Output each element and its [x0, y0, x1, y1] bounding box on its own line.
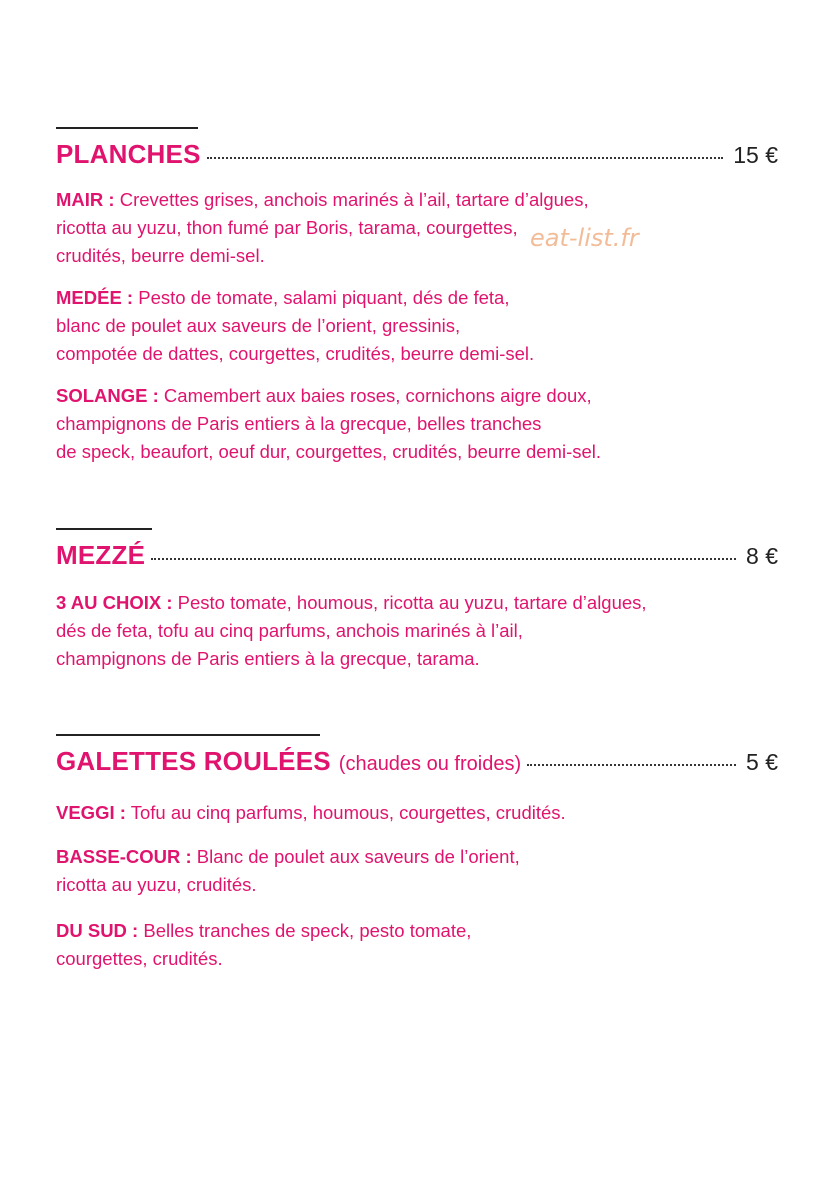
menu-item-veggi [56, 799, 778, 827]
item-name: VEGGI : [56, 802, 126, 823]
watermark-text: eat-list.fr [530, 224, 639, 252]
item-name: BASSE-COUR : [56, 846, 192, 867]
item-line [56, 382, 778, 410]
item-name: 3 AU CHOIX : [56, 592, 173, 613]
dotted-leader [151, 558, 736, 560]
item-line: de speck, beaufort, oeuf dur, courgettes, crudités, beurre demi-sel. [56, 441, 602, 462]
menu-item-mair [56, 186, 778, 270]
item-text: Pesto tomate, houmous, ricotta au yuzu, tartare d’algues, [172, 592, 647, 613]
item-line: crudités, beurre demi-sel. [56, 245, 265, 266]
section-rule [56, 127, 198, 129]
item-text: Pesto de tomate, salami piquant, dés de feta, [133, 287, 510, 308]
item-text: Tofu au cinq parfums, houmous, courgettes, crudités. [125, 802, 566, 823]
item-line [56, 843, 778, 871]
item-line: champignons de Paris entiers à la grecque, belles tranches [56, 413, 542, 434]
section-rule [56, 528, 152, 530]
section-title: MEZZÉ [56, 540, 146, 570]
item-line [56, 589, 778, 617]
section-galettes-roulees [56, 734, 778, 973]
item-line [56, 917, 778, 945]
item-line [56, 284, 778, 312]
item-line: compotée de dattes, courgettes, crudités, beurre demi-sel. [56, 343, 535, 364]
item-line: ricotta au yuzu, crudités. [56, 874, 257, 895]
item-line: blanc de poulet aux saveurs de l’orient, gressinis, [56, 315, 461, 336]
item-line: dés de feta, tofu au cinq parfums, anchois marinés à l’ail, [56, 620, 523, 641]
section-price: 8 € [746, 543, 778, 569]
section-rule [56, 734, 320, 736]
item-name: MAIR : [56, 189, 115, 210]
dotted-leader [527, 764, 736, 766]
section-price: 5 € [746, 749, 778, 775]
section-planches [56, 127, 778, 466]
section-subtitle: (chaudes ou froides) [338, 753, 522, 775]
menu-item-basse-cour [56, 843, 778, 899]
section-header [56, 746, 778, 777]
section-mezze [56, 528, 778, 673]
item-text: Crevettes grises, anchois marinés à l’ail, tartare d’algues, [114, 189, 589, 210]
item-text: Belles tranches de speck, pesto tomate, [138, 920, 472, 941]
item-line [56, 186, 778, 214]
item-line: courgettes, crudités. [56, 948, 223, 969]
section-title: GALETTES ROULÉES [56, 746, 331, 776]
menu-item-3-au-choix [56, 589, 778, 673]
menu-item-du-sud [56, 917, 778, 973]
item-line: ricotta au yuzu, thon fumé par Boris, tarama, courgettes, [56, 217, 518, 238]
section-header [56, 139, 778, 170]
item-line: champignons de Paris entiers à la grecque, tarama. [56, 648, 480, 669]
item-name: MEDÉE : [56, 287, 134, 308]
item-name: DU SUD : [56, 920, 139, 941]
section-title: PLANCHES [56, 139, 201, 169]
dotted-leader [207, 157, 724, 159]
section-price: 15 € [733, 142, 778, 168]
menu-item-solange [56, 382, 778, 466]
item-text: Camembert aux baies roses, cornichons aigre doux, [158, 385, 592, 406]
menu-item-medee [56, 284, 778, 368]
item-text: Blanc de poulet aux saveurs de l’orient, [191, 846, 520, 867]
item-line [56, 799, 778, 827]
item-name: SOLANGE : [56, 385, 159, 406]
section-header [56, 540, 778, 571]
